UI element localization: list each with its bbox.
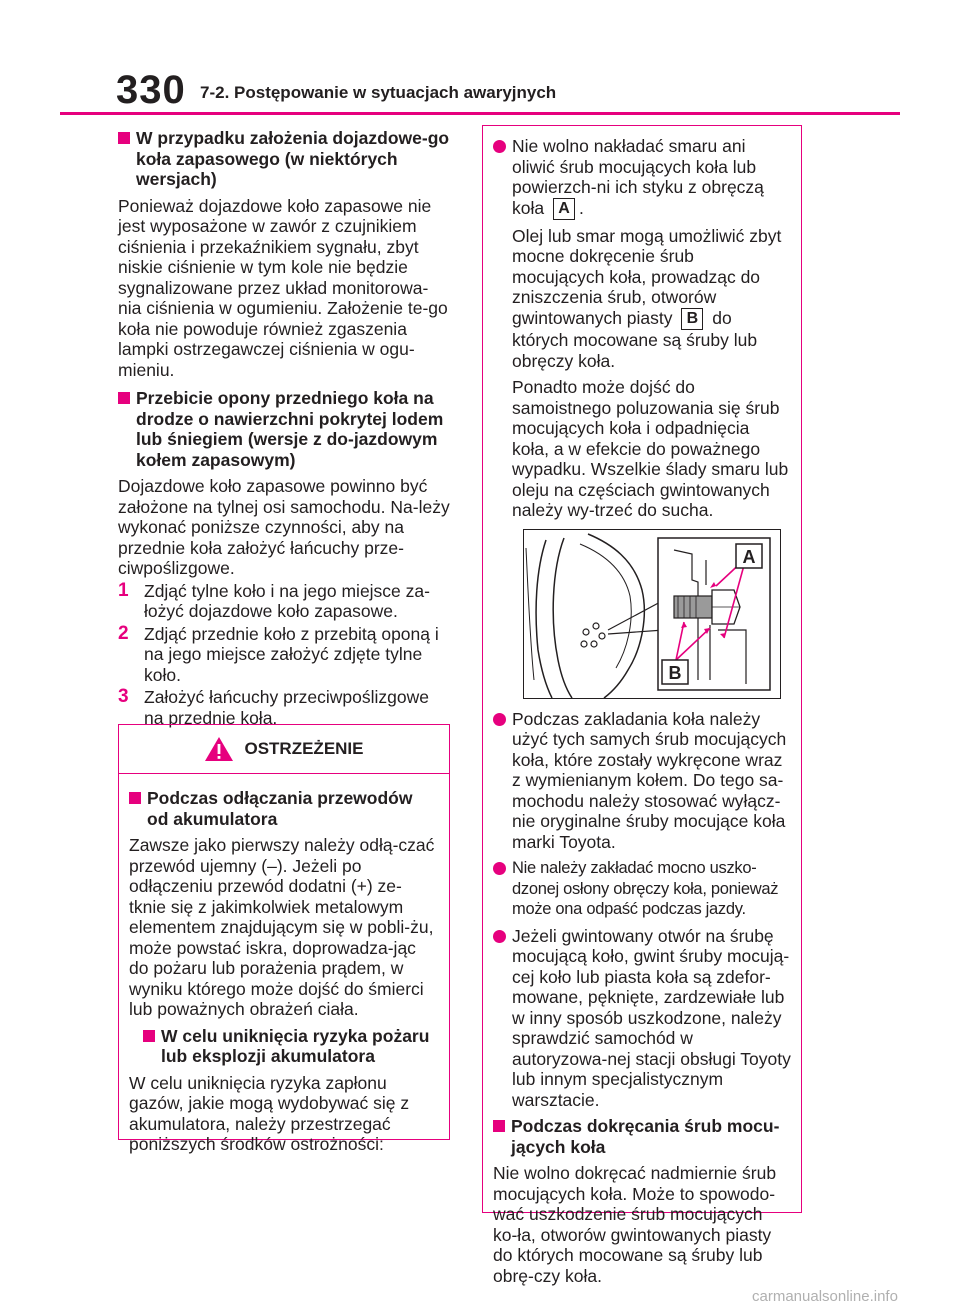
round-bullet-icon bbox=[493, 862, 506, 875]
square-bullet-icon bbox=[143, 1030, 155, 1042]
warning-box bbox=[118, 724, 450, 1154]
warning-body bbox=[119, 774, 449, 1155]
watermark-text: carmanualsonline.info bbox=[752, 1288, 898, 1305]
section-text: Nie wolno dokręcać nadmiernie śrub mocujących koła. Może to spowodo-wać uszkodzenie śrub mocujących ko-ła, otworów gwintowanych piasty do których mocowane są śruby lub obrę-czy koła. bbox=[493, 1163, 777, 1286]
warning-header bbox=[119, 725, 449, 774]
figure-label-a: A bbox=[742, 546, 756, 567]
bullet-item bbox=[493, 926, 791, 1111]
bullet-text: Nie należy zakładać mocno uszko-dzonej osłony obręczy koła, ponieważ może ona odpaść podczas jazdy. bbox=[512, 859, 779, 919]
bullet-item bbox=[493, 709, 791, 853]
step-text: Zdjąć tylne koło i na jego miejsce za-łożyć dojazdowe koło zapasowe. bbox=[144, 580, 430, 621]
figure-label-b: B bbox=[668, 662, 682, 683]
wheel-bolt-figure bbox=[523, 529, 781, 699]
caution-box bbox=[482, 125, 802, 1286]
bullet-text: Podczas zakladania koła należy użyć tych samych śrub mocujących koła, które zostały wykręcone wraz z wymienianym kołem. Do tego sa-mochodu należy stosować wyłącz-nie oryginalne śruby mocujące koła marki Toyota. bbox=[512, 708, 787, 852]
label-a-badge: A bbox=[553, 198, 575, 220]
step-number: 3 bbox=[118, 686, 129, 707]
square-bullet-icon bbox=[118, 132, 130, 144]
page-number: 330 bbox=[116, 68, 186, 112]
step-text: Założyć łańcuchy przeciwpoślizgowe na przednie koła. bbox=[144, 687, 429, 728]
warning-subheading-text: Podczas odłączania przewodów od akumulatora bbox=[147, 788, 413, 829]
section-heading-tightening bbox=[493, 1116, 791, 1157]
step-item bbox=[118, 624, 450, 686]
bullet-text: Jeżeli gwintowany otwór na śrubę mocującą koło, gwint śruby mocują-cej koło lub piasta koła są zdefor-mowane, pęknięte, zardzewiałe lub w inny sposób uszkodzone, należy sprawdzić samochód w autoryzowa-nej stacji obsługi Toyoty lub innym specjalistycznym warsztacie. bbox=[512, 925, 791, 1110]
step-item bbox=[118, 581, 450, 622]
step-item bbox=[118, 687, 450, 728]
warning-title: OSTRZEŻENIE bbox=[244, 739, 364, 758]
section-heading-spare-wheel bbox=[118, 128, 450, 190]
bullet-text: do których mocowane są śruby lub obręczy koła. bbox=[512, 307, 758, 371]
bullet-text: Nie wolno nakładać smaru ani oliwić śrub mocujących koła lub powierzch-ni ich styku z obręczą koła bbox=[512, 136, 764, 218]
warning-text: Zawsze jako pierwszy należy odłą-czać przewód ujemny (–). Jeżeli po odłączeniu przewód dodatni (+) ze-tknie się z jakimkolwiek metalowym elementem znajdującym się w pobli-żu, może powstać iskra, doprowadza-jąc do pożaru lub porażenia prądem, w wyniku którego może dojść do śmierci lub poważnych obrażeń ciała. bbox=[129, 835, 435, 1019]
label-b-badge: B bbox=[681, 308, 703, 330]
chapter-title: 7-2. Postępowanie w sytuacjach awaryjnych bbox=[200, 83, 557, 102]
round-bullet-icon bbox=[493, 140, 506, 153]
square-bullet-icon bbox=[118, 392, 130, 404]
warning-subheading bbox=[129, 788, 435, 829]
section-heading-text: Przebicie opony przedniego koła na drodze o nawierzchni pokrytej lodem lub śniegiem (wersje z do-jazdowym kołem zapasowym) bbox=[136, 388, 444, 470]
round-bullet-icon bbox=[493, 930, 506, 943]
square-bullet-icon bbox=[493, 1120, 505, 1132]
bullet-item bbox=[493, 136, 791, 220]
section-heading-flat-tire bbox=[118, 388, 450, 470]
section-heading-text: W przypadku założenia dojazdowe-go koła zapasowego (w niektórych wersjach) bbox=[136, 128, 450, 189]
round-bullet-icon bbox=[493, 713, 506, 726]
warning-text: W celu uniknięcia ryzyka zapłonu gazów, jakie mogą wydobywać się z akumulatora, należy przestrzegać poniższych środków ostrożności: bbox=[129, 1072, 410, 1154]
step-number: 1 bbox=[118, 579, 129, 601]
header-rule bbox=[60, 112, 900, 115]
bullet-continuation bbox=[493, 226, 791, 371]
warning-subheading-text: W celu uniknięcia ryzyka pożaru lub eksplozji akumulatora bbox=[161, 1025, 430, 1066]
section-heading-text: Podczas dokręcania śrub mocu-jących koła bbox=[511, 1116, 780, 1157]
warning-triangle-icon bbox=[204, 736, 234, 762]
warning-subheading bbox=[143, 1026, 435, 1067]
section-text: Dojazdowe koło zapasowe powinno być założone na tylnej osi samochodu. Na-leży wykonać poniższe czynności, aby na przednie koła założyć łańcuchy prze-ciwpoślizgowe. bbox=[118, 476, 450, 578]
step-text: Zdjąć przednie koło z przebitą oponą i na jego miejsce założyć zdjęte tylne koło. bbox=[144, 623, 439, 685]
bullet-item bbox=[493, 858, 791, 920]
bullet-continuation: Ponadto może dojść do samoistnego poluzowania się śrub mocujących koła i odpadnięcia koła, a w efekcie do poważnego wypadku. Wszelkie ślady smaru lub oleju na częściach gwintowanych należy wy-trzeć do sucha. bbox=[512, 377, 789, 521]
bullet-text: . bbox=[578, 197, 584, 218]
square-bullet-icon bbox=[129, 792, 141, 804]
left-column bbox=[118, 128, 450, 730]
step-number: 2 bbox=[118, 622, 129, 644]
bullet-text: Olej lub smar mogą umożliwić zbyt mocne dokręcenie śrub mocujących koła, prowadząc do zniszczenia śrub, otworów gwintowanych piasty bbox=[512, 225, 782, 328]
section-text: Ponieważ dojazdowe koło zapasowe nie jest wyposażone w zawór z czujnikiem ciśnienia i przekaźnikiem sygnału, zbyt niskie ciśnienie w tym kole nie będzie sygnalizowane przez układ monitorowa-nia ciśnienia w ogumieniu. Założenie te-go koła nie powoduje również zgaszenia lampki ostrzegawczej ciśnienia w ogu-mieniu. bbox=[118, 195, 448, 380]
